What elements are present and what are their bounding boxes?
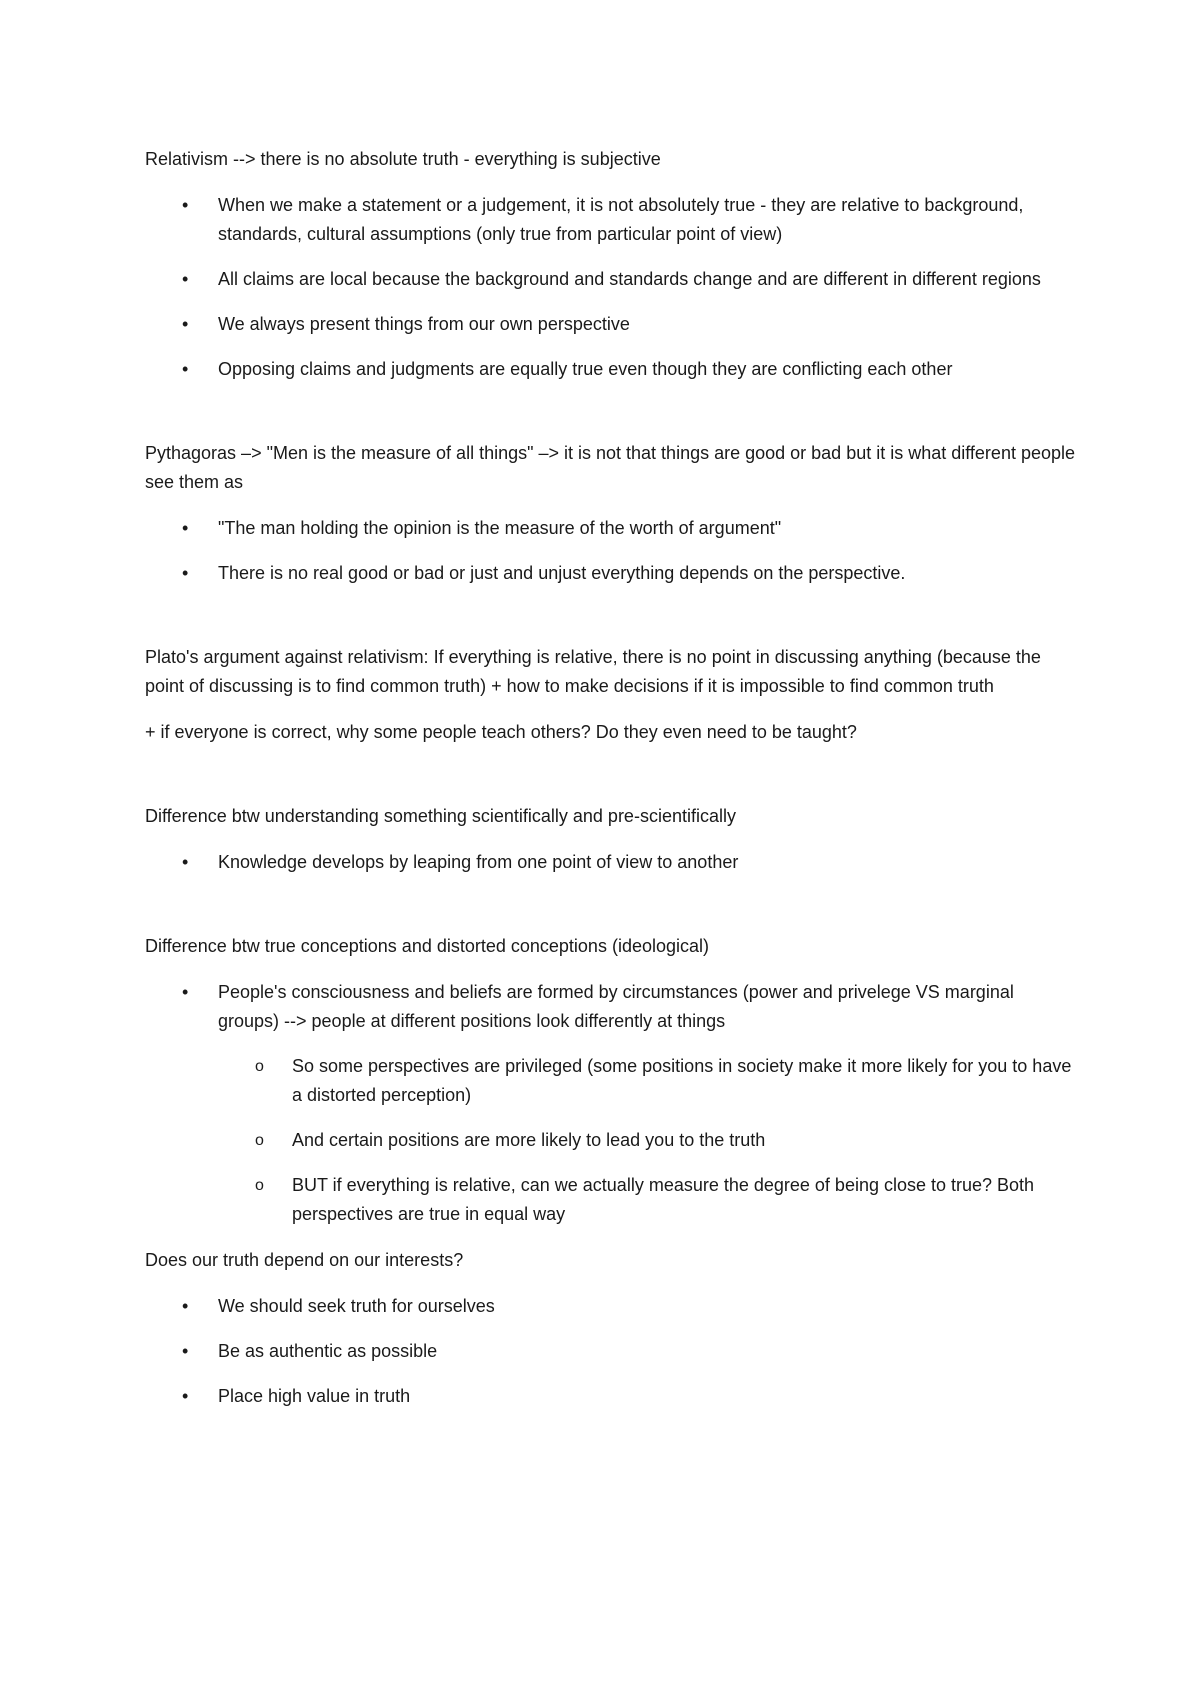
bullet-list-relativism bbox=[145, 191, 1075, 384]
section-spacer bbox=[145, 401, 1075, 439]
sub-list-item: o BUT if everything is relative, can we actually measure the degree of being close to true? Both perspectives are true in equal way bbox=[145, 1171, 1075, 1229]
bullet-list-interests bbox=[145, 1292, 1075, 1411]
bullet-list-scientific bbox=[145, 848, 1075, 877]
list-item: • We always present things from our own perspective bbox=[145, 310, 1075, 339]
bullet-list-ideological bbox=[145, 978, 1075, 1229]
document-body bbox=[145, 145, 1075, 1428]
sub-list-item: o So some perspectives are privileged (some positions in society make it more likely for you to have a distorted perception) bbox=[145, 1052, 1075, 1110]
list-item: • When we make a statement or a judgement, it is not absolutely true - they are relative to background, standards, cultural assumptions (only true from particular point of view) bbox=[145, 191, 1075, 249]
section-heading-interests: Does our truth depend on our interests? bbox=[145, 1250, 464, 1270]
list-item-text: People's consciousness and beliefs are formed by circumstances (power and privelege VS marginal groups) --> people at different positions look differently at things bbox=[218, 982, 1014, 1031]
paragraph-plato-teaching: + if everyone is correct, why some people teach others? Do they even need to be taught? bbox=[145, 722, 857, 742]
section-heading-pythagoras: Pythagoras –> "Men is the measure of all things" –> it is not that things are good or bad but it is what different people see them as bbox=[145, 443, 1076, 492]
list-item bbox=[145, 978, 1075, 1229]
list-item: • Be as authentic as possible bbox=[145, 1337, 1075, 1366]
list-item: • Knowledge develops by leaping from one point of view to another bbox=[145, 848, 1075, 877]
list-item: • Place high value in truth bbox=[145, 1382, 1075, 1411]
paragraph-plato-argument: Plato's argument against relativism: If everything is relative, there is no point in discussing anything (because the point of discussing is to find common truth) + how to make decisions if it is impossible to find common truth bbox=[145, 647, 1041, 696]
list-item: • Opposing claims and judgments are equally true even though they are conflicting each other bbox=[145, 355, 1075, 384]
list-item: • We should seek truth for ourselves bbox=[145, 1292, 1075, 1321]
sub-list-item: o And certain positions are more likely to lead you to the truth bbox=[145, 1126, 1075, 1155]
section-spacer bbox=[145, 605, 1075, 643]
list-item: • All claims are local because the background and standards change and are different in different regions bbox=[145, 265, 1075, 294]
section-heading-relativism: Relativism --> there is no absolute truth - everything is subjective bbox=[145, 149, 661, 169]
list-item: • "The man holding the opinion is the measure of the worth of argument" bbox=[145, 514, 1075, 543]
section-spacer bbox=[145, 894, 1075, 932]
sub-bullet-list bbox=[218, 1052, 1075, 1229]
list-item: • There is no real good or bad or just and unjust everything depends on the perspective. bbox=[145, 559, 1075, 588]
section-heading-scientific: Difference btw understanding something scientifically and pre-scientifically bbox=[145, 806, 736, 826]
bullet-list-pythagoras bbox=[145, 514, 1075, 588]
section-spacer bbox=[145, 764, 1075, 802]
section-heading-ideological: Difference btw true conceptions and distorted conceptions (ideological) bbox=[145, 936, 709, 956]
